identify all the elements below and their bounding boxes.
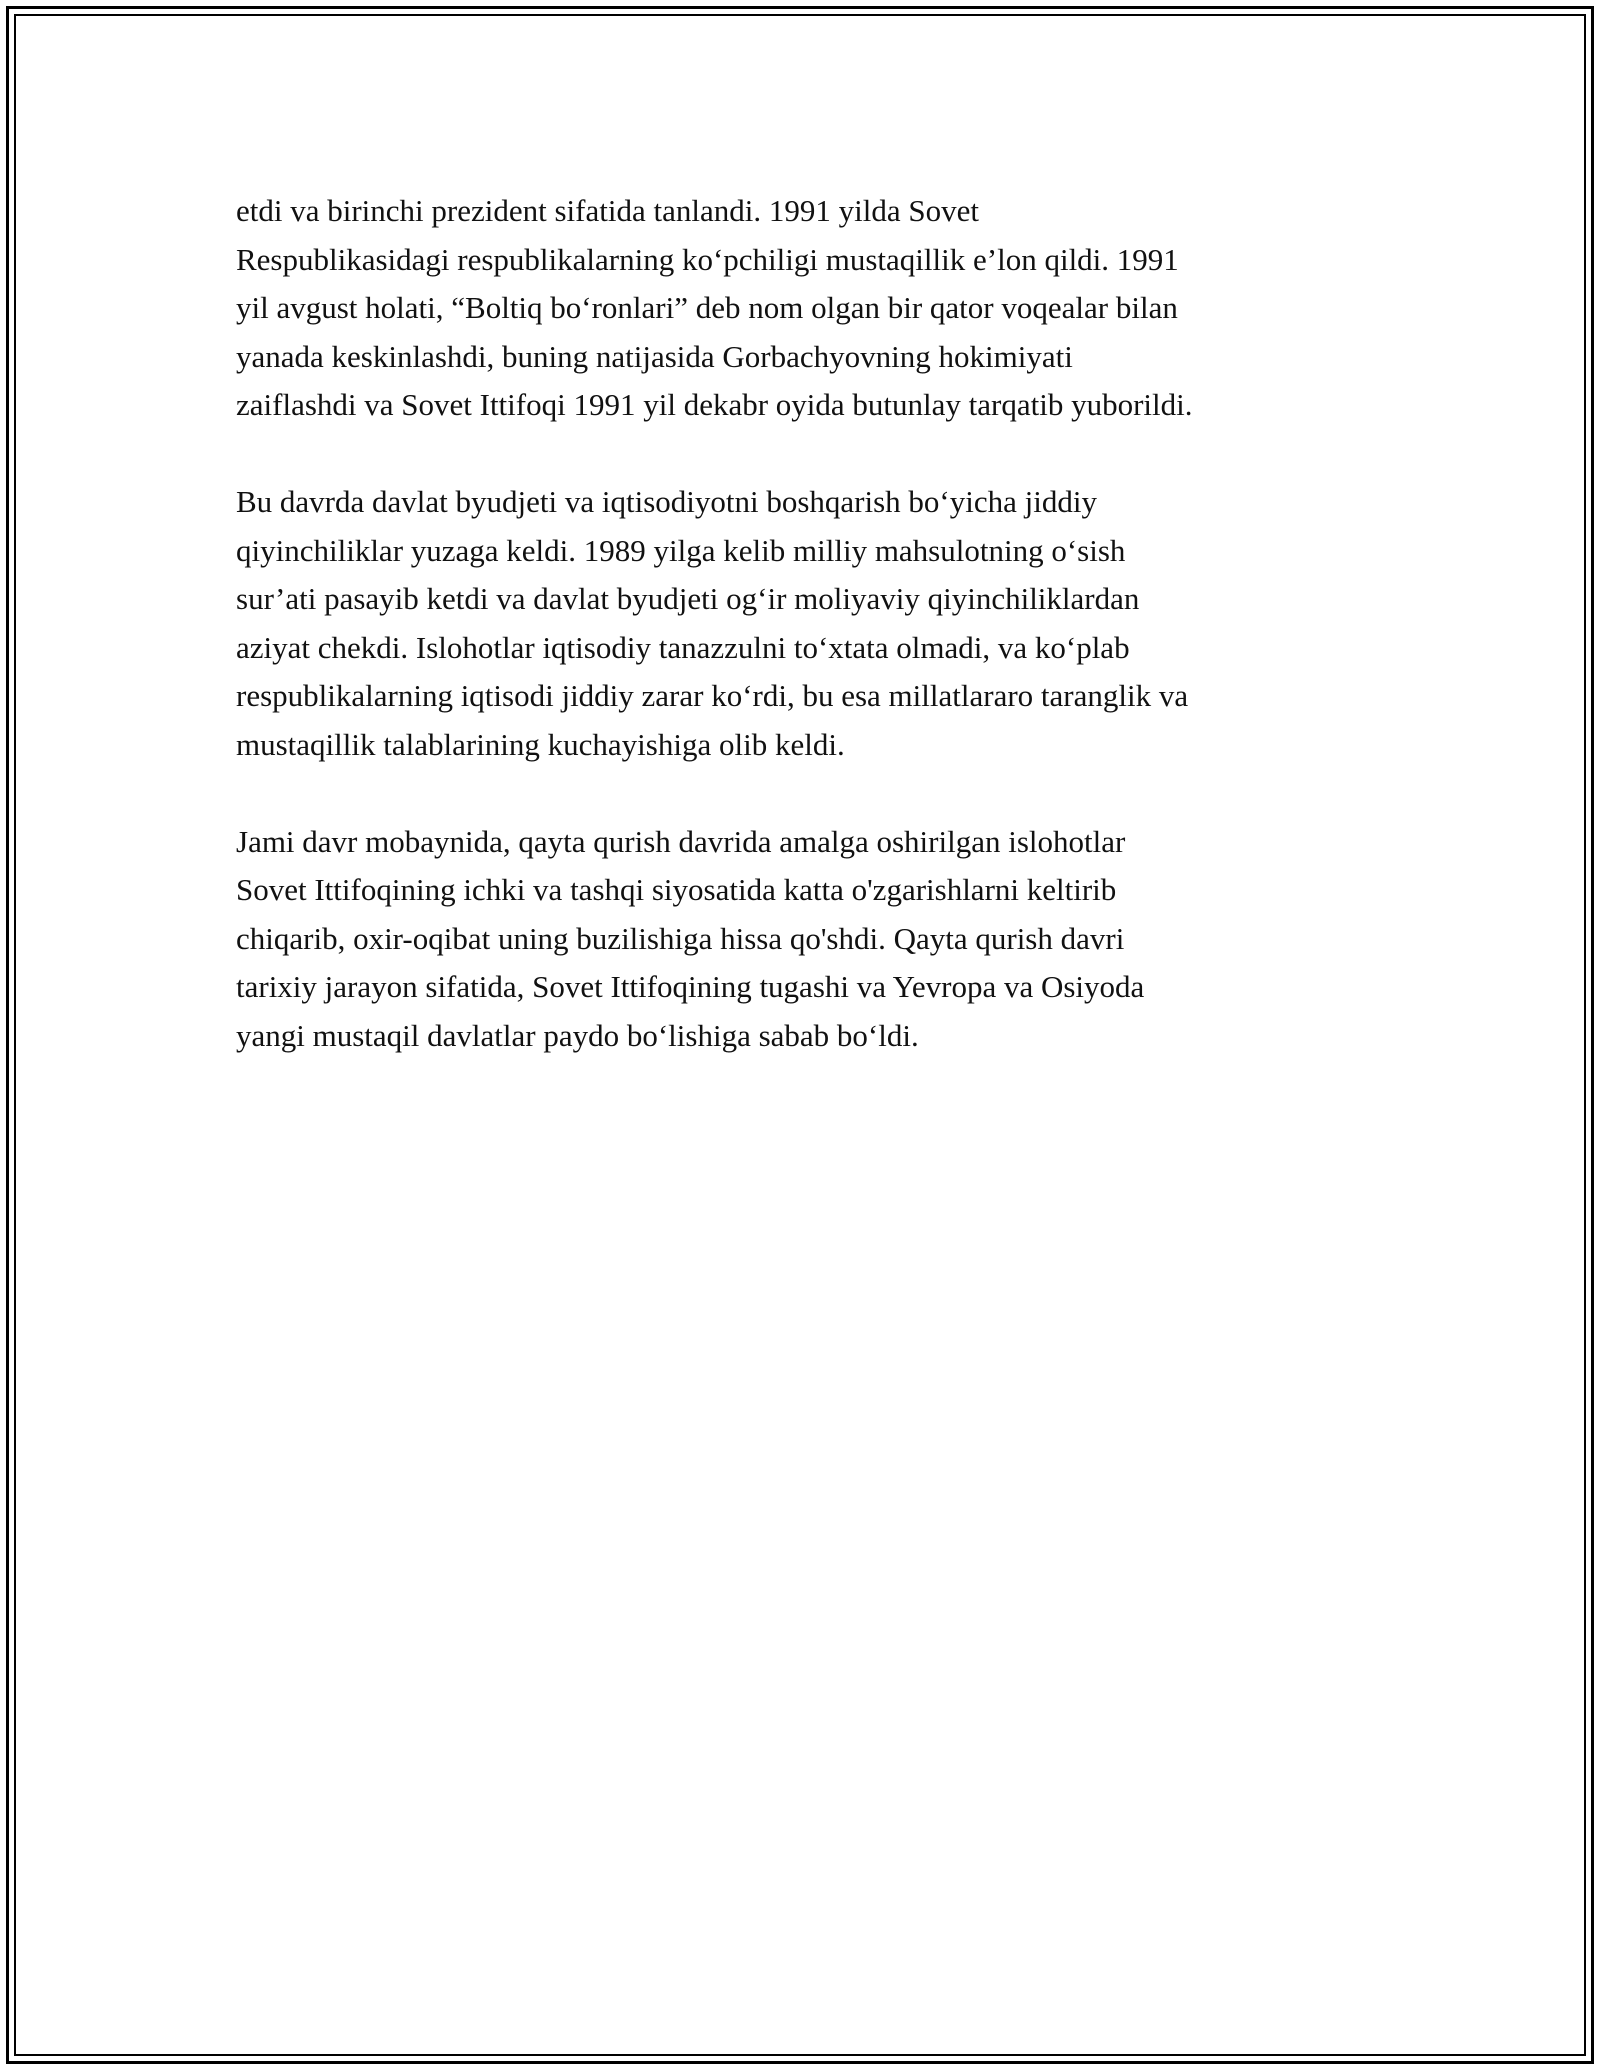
text-line: etdi va birinchi prezident sifatida tanlandi. 1991 yilda Sovet — [236, 193, 979, 228]
text-line: yangi mustaqil davlatlar paydo bo‘lishiga sabab bo‘ldi. — [236, 1017, 919, 1053]
text-line: chiqarib, oxir-oqibat uning buzilishiga hissa qo'shdi. Qayta qurish davri — [236, 920, 1125, 956]
text-line: aziyat chekdi. Islohotlar iqtisodiy tanazzulni to‘xtata olmadi, va ko‘plab — [236, 629, 1130, 665]
text-line: Bu davrda davlat byudjeti va iqtisodiyotni boshqarish bo‘yicha jiddiy — [236, 484, 1097, 519]
text-line: yil avgust holati, “Boltiq bo‘ronlari” deb nom olgan bir qator voqealar bilan — [236, 290, 1178, 325]
text-line: Sovet Ittifoqining ichki va tashqi siyosatida katta o'zgarishlarni keltirib — [236, 872, 1117, 907]
text-line: qiyinchiliklar yuzaga keldi. 1989 yilga kelib milliy mahsulotning o‘sish — [236, 532, 1126, 568]
paragraph-1 — [236, 187, 1416, 430]
paragraph-3 — [236, 818, 1416, 1061]
text-line: Respublikasidagi respublikalarning ko‘pchiligi mustaqillik e’lon qildi. 1991 — [236, 241, 1179, 277]
text-line: Jami davr mobaynida, qayta qurish davrida amalga oshirilgan islohotlar — [236, 823, 1126, 859]
text-line: sur’ati pasayib ketdi va davlat byudjeti og‘ir moliyaviy qiyinchiliklardan — [236, 581, 1140, 616]
paragraph-2 — [236, 478, 1416, 769]
text-line: zaiflashdi va Sovet Ittifoqi 1991 yil dekabr oyida butunlay tarqatib yuborildi. — [236, 387, 1193, 422]
text-line: mustaqillik talablarining kuchayishiga olib keldi. — [236, 726, 845, 762]
text-line: respublikalarning iqtisodi jiddiy zarar ko‘rdi, bu esa millatlararo taranglik va — [236, 678, 1189, 713]
text-line: yanada keskinlashdi, buning natijasida Gorbachyovning hokimiyati — [236, 338, 1073, 374]
text-line: tarixiy jarayon sifatida, Sovet Ittifoqining tugashi va Yevropa va Osiyoda — [236, 969, 1145, 1004]
document-body — [236, 187, 1416, 1109]
